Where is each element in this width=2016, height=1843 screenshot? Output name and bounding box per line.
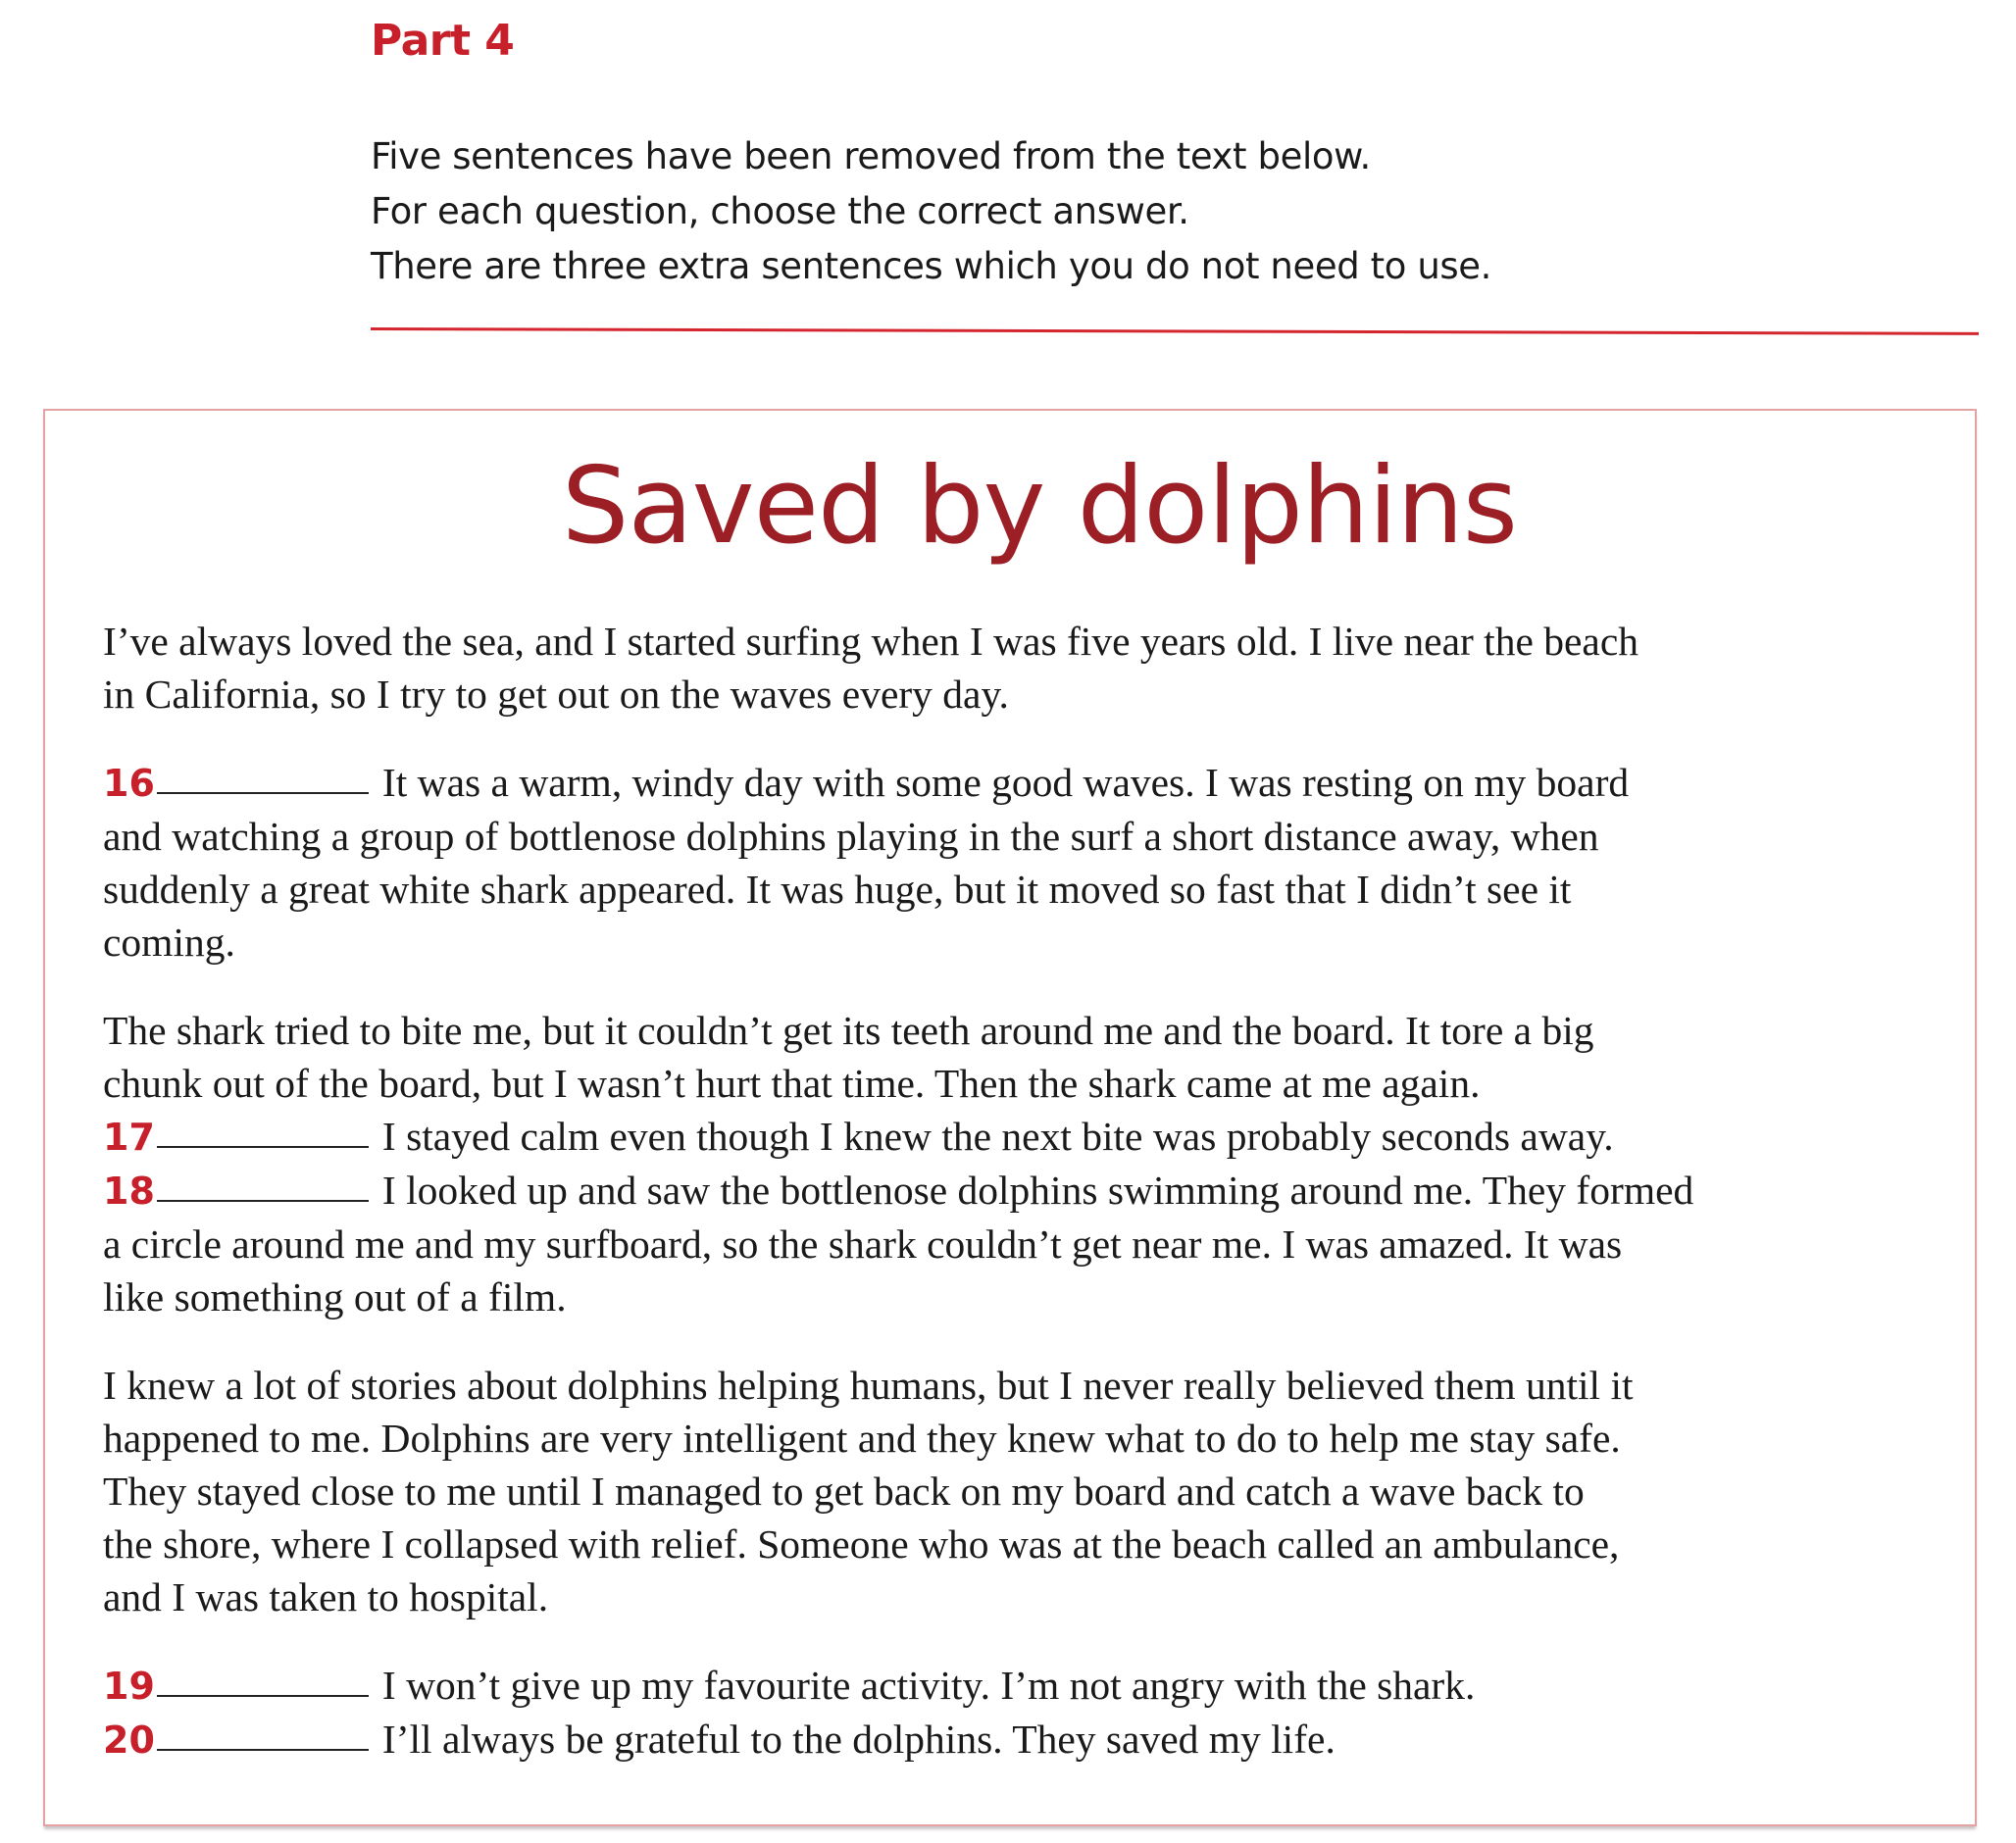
question-20-gap[interactable] xyxy=(157,1748,369,1751)
text-line: and I was taken to hospital. xyxy=(103,1574,549,1619)
question-19-line xyxy=(103,1659,1966,1713)
text-line: I knew a lot of stories about dolphins helping humans, but I never really believed them until it xyxy=(103,1363,1634,1408)
question-16-line xyxy=(103,756,1966,810)
text-line: coming. xyxy=(103,920,235,965)
article-box xyxy=(43,409,1977,1826)
question-17-number: 17 xyxy=(103,1116,155,1159)
text-line: I stayed calm even though I knew the next bite was probably seconds away. xyxy=(381,1114,1614,1159)
task-header xyxy=(371,18,1979,294)
article-title: Saved by dolphins xyxy=(561,445,1518,568)
text-line: chunk out of the board, but I wasn’t hurt that time. Then the shark came at me again. xyxy=(103,1061,1481,1106)
paragraph-5 xyxy=(103,1659,1966,1767)
text-line: and watching a group of bottlenose dolphins playing in the surf a short distance away, when xyxy=(103,814,1599,859)
text-line: the shore, where I collapsed with relief. Someone who was at the beach called an ambulance, xyxy=(103,1521,1620,1567)
paragraph-2 xyxy=(103,756,1966,969)
text-line: suddenly a great white shark appeared. It was huge, but it moved so fast that I didn’t see it xyxy=(103,867,1572,912)
text-line: They stayed close to me until I managed to get back on my board and catch a wave back to xyxy=(103,1469,1585,1514)
text-line: It was a warm, windy day with some good waves. I was resting on my board xyxy=(381,760,1630,805)
question-20-number: 20 xyxy=(103,1718,155,1762)
question-18-gap[interactable] xyxy=(157,1199,369,1202)
article-body xyxy=(103,615,1966,1802)
question-16-number: 16 xyxy=(103,762,155,805)
text-line: I looked up and saw the bottlenose dolphins swimming around me. They formed xyxy=(381,1168,1694,1213)
question-17-gap[interactable] xyxy=(157,1145,369,1148)
text-line: a circle around me and my surfboard, so the shark couldn’t get near me. I was amazed. It was xyxy=(103,1221,1623,1267)
instruction-line: Five sentences have been removed from the text below. xyxy=(371,135,1371,178)
paragraph-1 xyxy=(103,615,1966,721)
instruction-line: For each question, choose the correct answer. xyxy=(371,190,1189,233)
question-18-line xyxy=(103,1164,1966,1218)
question-19-gap[interactable] xyxy=(157,1694,369,1697)
text-line: The shark tried to bite me, but it couldn’t get its teeth around me and the board. It tore a big xyxy=(103,1008,1594,1053)
paragraph-4 xyxy=(103,1359,1966,1623)
question-16-gap[interactable] xyxy=(157,791,369,794)
question-18-number: 18 xyxy=(103,1170,155,1213)
question-19-number: 19 xyxy=(103,1665,155,1708)
text-line: I’ll always be grateful to the dolphins. They saved my life. xyxy=(381,1717,1336,1762)
text-line: I won’t give up my favourite activity. I’m not angry with the shark. xyxy=(381,1663,1476,1708)
text-line: in California, so I try to get out on the waves every day. xyxy=(103,672,1009,717)
part-title: Part 4 xyxy=(371,16,515,66)
question-17-line xyxy=(103,1110,1966,1164)
instruction-line: There are three extra sentences which you do not need to use. xyxy=(371,245,1492,288)
text-line: happened to me. Dolphins are very intelligent and they knew what to do to help me stay safe. xyxy=(103,1416,1621,1461)
divider-rule xyxy=(371,327,1979,335)
task-instructions xyxy=(371,129,1979,294)
question-20-line xyxy=(103,1713,1966,1767)
text-line: I’ve always loved the sea, and I started surfing when I was five years old. I live near the beach xyxy=(103,619,1639,664)
text-line: like something out of a film. xyxy=(103,1274,567,1320)
paragraph-3 xyxy=(103,1004,1966,1323)
